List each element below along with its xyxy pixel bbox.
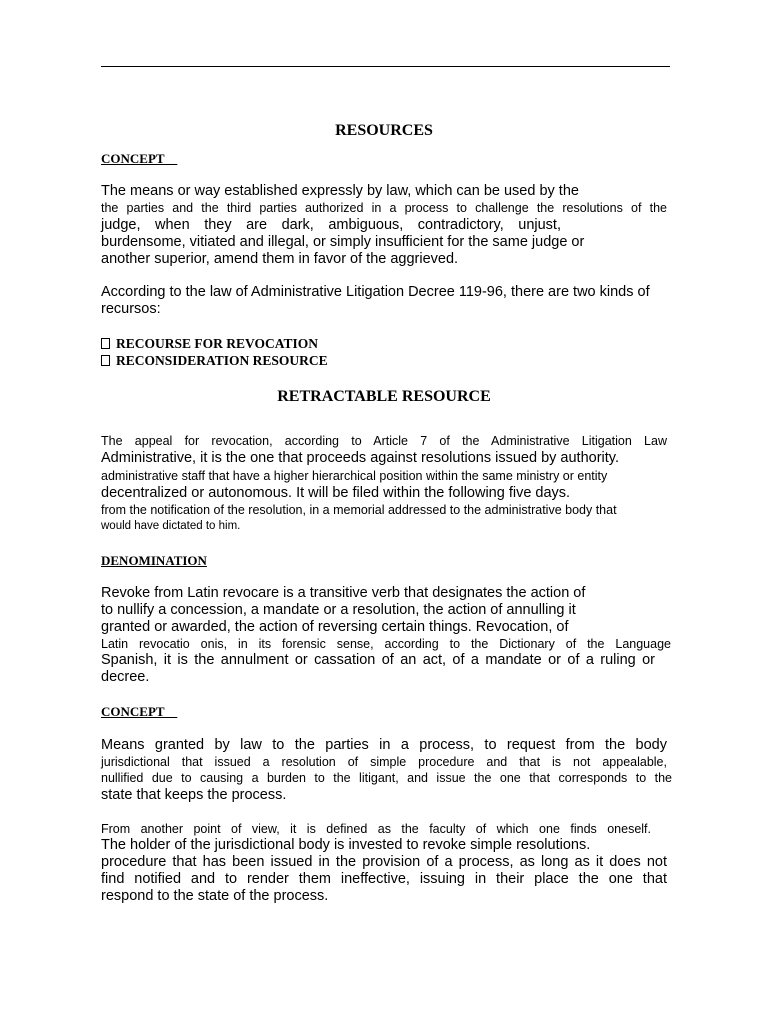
checkbox-icon	[101, 338, 110, 349]
paragraph-line: to nullify a concession, a mandate or a resolution, the action of annulling it	[101, 602, 576, 618]
checkbox-icon	[101, 355, 110, 366]
list-item-label: RECONSIDERATION RESOURCE	[116, 353, 328, 368]
paragraph-line: decentralized or autonomous. It will be filed within the following five days.	[101, 485, 571, 501]
paragraph-line: decree.	[101, 669, 150, 685]
paragraph-line: the parties and the third parties authorized in a process to challenge the resolutions of the	[101, 201, 667, 215]
list-item	[101, 336, 318, 352]
paragraph-line: Latin revocatio onis, in its forensic sense, according to the Dictionary of the Language	[101, 637, 671, 651]
paragraph-line: jurisdictional that issued a resolution of simple procedure and that is not appealable,	[101, 755, 667, 769]
paragraph-line: from the notification of the resolution, in a memorial addressed to the administrative body that	[101, 503, 617, 517]
paragraph-line: From another point of view, it is defined as the faculty of which one finds oneself.	[101, 822, 651, 836]
paragraph-line: burdensome, vitiated and illegal, or simply insufficient for the same judge or	[101, 234, 585, 250]
paragraph-line: The means or way established expressly by law, which can be used by the	[101, 183, 579, 199]
paragraph-line: another superior, amend them in favor of the aggrieved.	[101, 251, 459, 267]
paragraph-line: find notified and to render them ineffective, issuing in their place the one that	[101, 871, 667, 887]
paragraph-line: respond to the state of the process.	[101, 888, 329, 904]
paragraph-line: nullified due to causing a burden to the litigant, and issue the one that corresponds to the	[101, 771, 672, 785]
paragraph-line: The appeal for revocation, according to Article 7 of the Administrative Litigation Law	[101, 434, 667, 448]
paragraph-line: The holder of the jurisdictional body is invested to revoke simple resolutions.	[101, 837, 591, 853]
page-title: RESOURCES	[335, 122, 433, 139]
paragraph-line: Spanish, it is the annulment or cassation of an act, of a mandate or of a ruling or	[101, 652, 655, 668]
paragraph-line: Means granted by law to the parties in a process, to request from the body	[101, 737, 667, 753]
paragraph-line: judge, when they are dark, ambiguous, contradictory, unjust,	[101, 217, 561, 233]
denomination-heading: DENOMINATION	[101, 553, 207, 568]
paragraph-line: According to the law of Administrative Litigation Decree 119-96, there are two kinds of	[101, 284, 650, 300]
top-rule	[101, 66, 670, 67]
paragraph-line: granted or awarded, the action of reversing certain things. Revocation, of	[101, 619, 569, 635]
concept-heading-1: CONCEPT	[101, 151, 178, 166]
list-item-label: RECOURSE FOR REVOCATION	[116, 336, 318, 351]
paragraph-line: procedure that has been issued in the provision of a process, as long as it does not	[101, 854, 667, 870]
concept-heading-2: CONCEPT	[101, 704, 178, 719]
paragraph-line: Revoke from Latin revocare is a transitive verb that designates the action of	[101, 585, 586, 601]
paragraph-line: state that keeps the process.	[101, 787, 287, 803]
section-heading-retractable: RETRACTABLE RESOURCE	[277, 388, 491, 405]
paragraph-line: would have dictated to him.	[101, 520, 241, 532]
paragraph-line: administrative staff that have a higher hierarchical position within the same ministry or entity	[101, 469, 608, 483]
paragraph-line: recursos:	[101, 301, 161, 317]
list-item	[101, 353, 328, 369]
paragraph-line: Administrative, it is the one that proceeds against resolutions issued by authority.	[101, 450, 619, 466]
